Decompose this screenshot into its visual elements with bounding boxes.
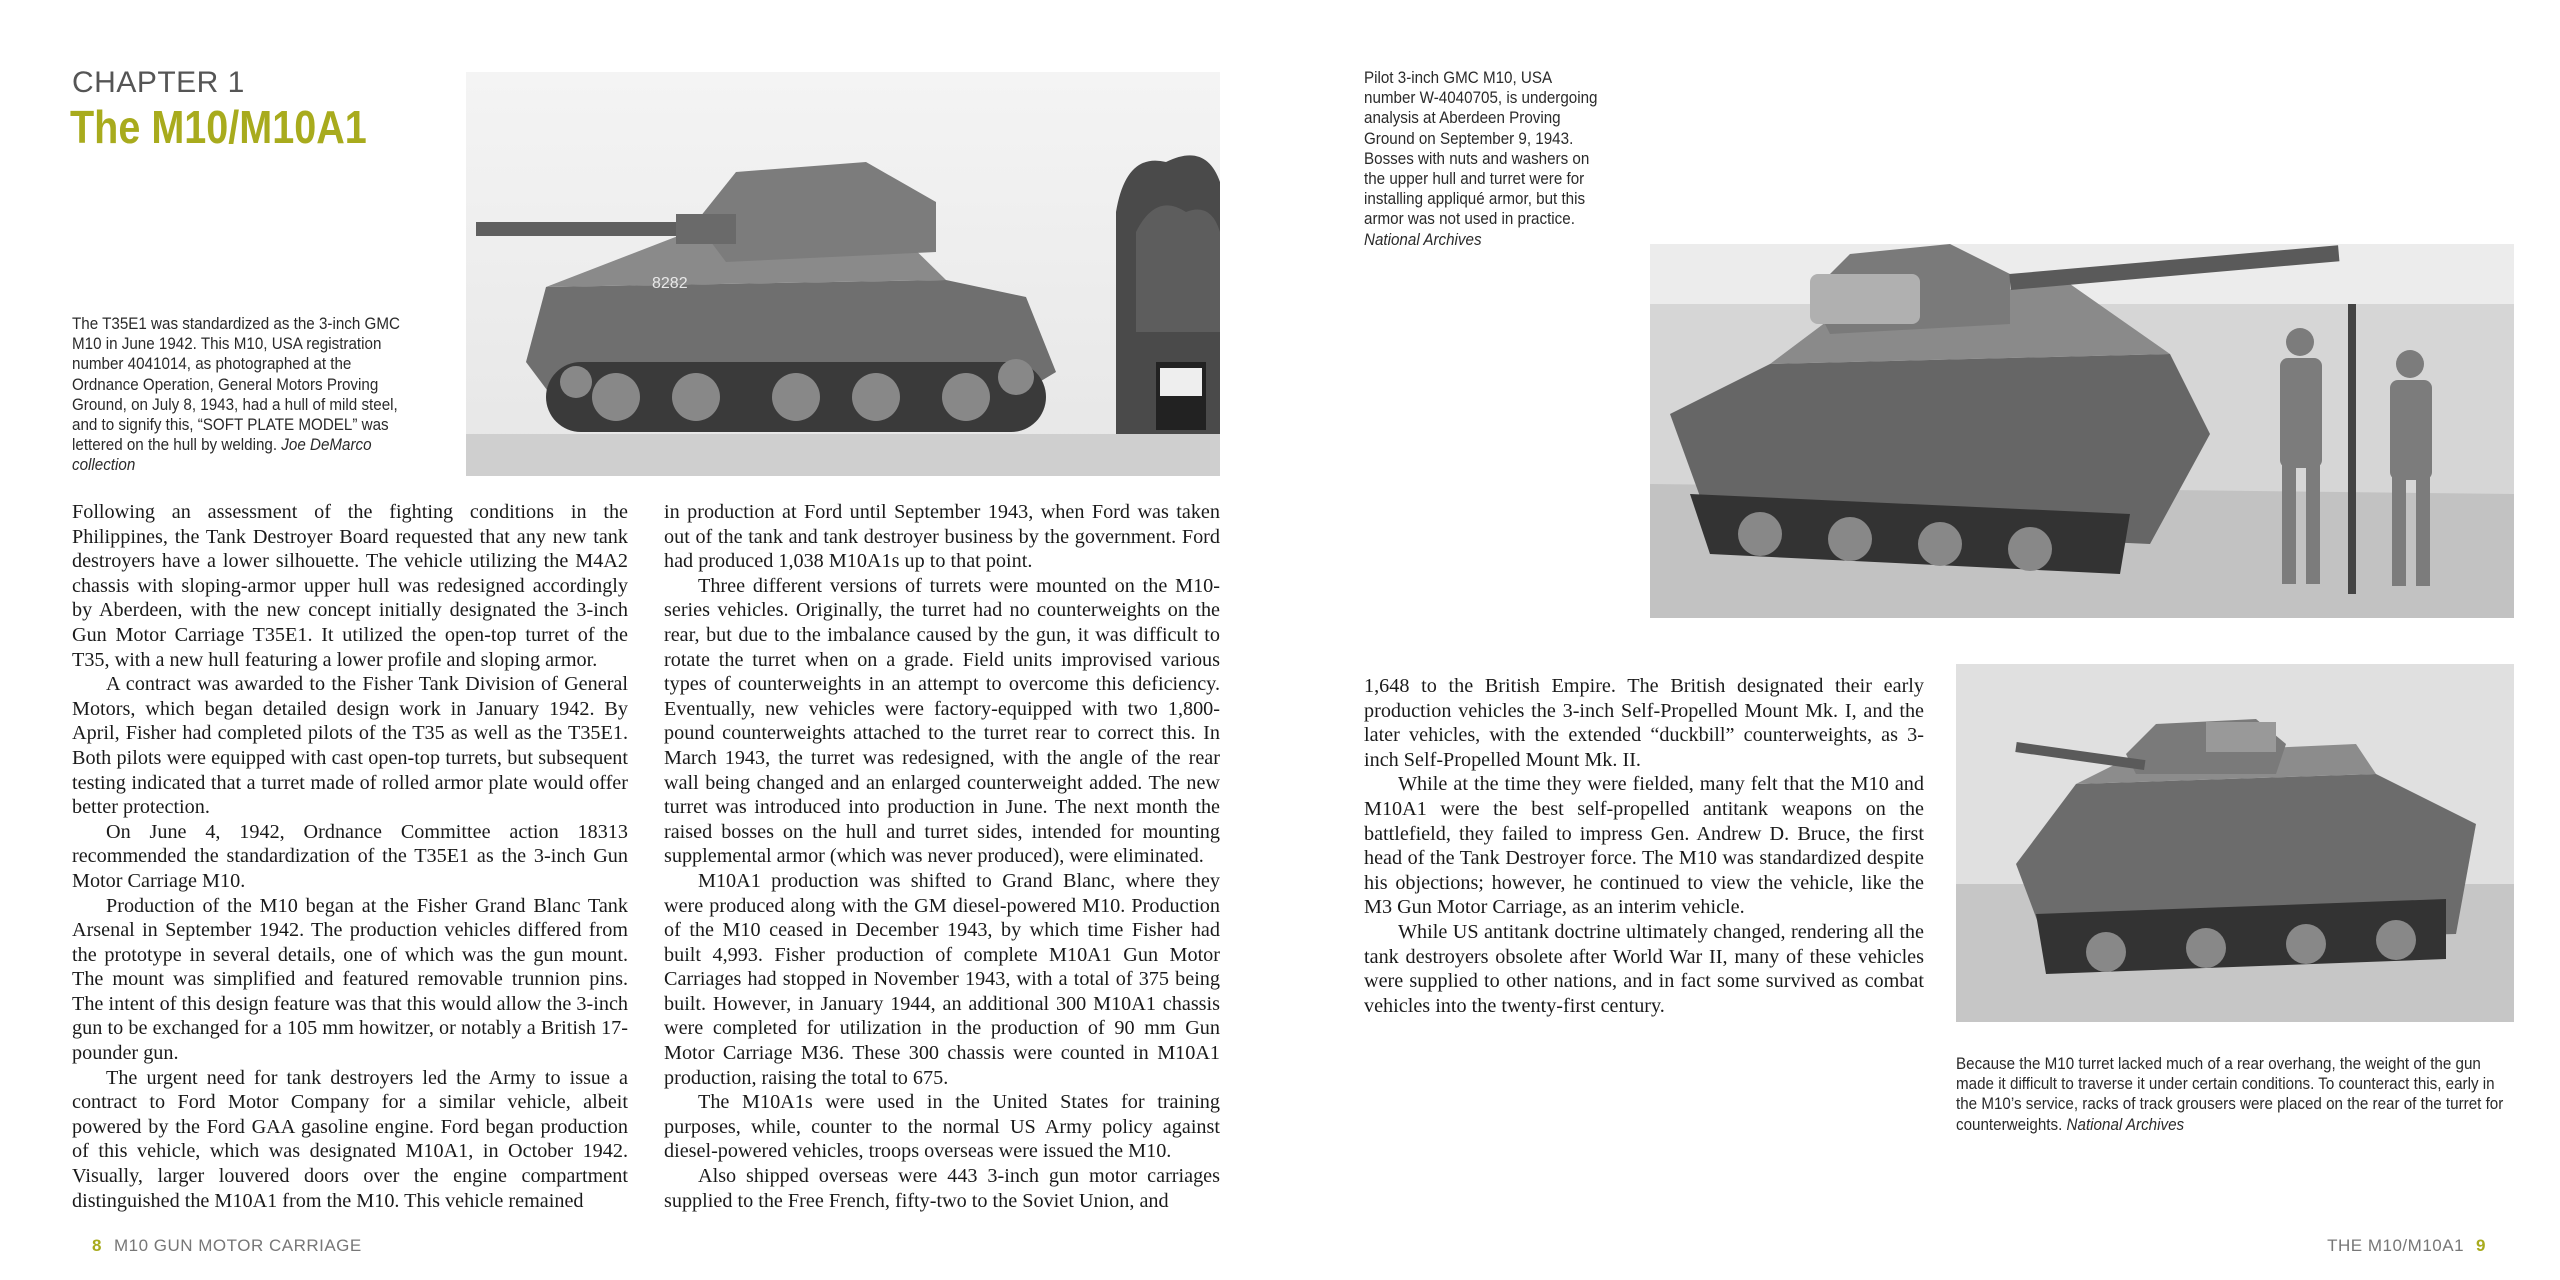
running-head: M10 GUN MOTOR CARRIAGE xyxy=(113,1236,362,1255)
paragraph: Also shipped overseas were 443 3-inch gun motor carriages supplied to the Free French, fifty-two to the Soviet Union, and xyxy=(664,1165,1220,1212)
paragraph: 1,648 to the British Empire. The British designated their early production vehicles the 3-inch Self-Propelled Mount Mk. I, and the later vehicles, with the extended “duckbill” counterweights, as 3-inch Self-Propelled Mount Mk. II. xyxy=(1364,675,1924,771)
chapter-label: CHAPTER 1 xyxy=(72,66,245,99)
paragraph: Following an assessment of the fighting conditions in the Philippines, the Tank Destroyer Board requested that any new tank destroyers have a lower silhouette. The vehicle utilizing the M4A2 chassis with sloping-armor upper hull was redesigned accordingly by Aberdeen, with the new concept initially designated the 3-inch Gun Motor Carriage T35E1. It utilized the open-top turret of the T35, with a new hull featuring a lower profile and sloping armor. xyxy=(72,501,628,671)
tank-three-quarter-illustration xyxy=(1650,244,2514,618)
photo-m10-rear-turret xyxy=(1956,664,2514,1022)
paragraph: While US antitank doctrine ultimately changed, rendering all the tank destroyers obsolete after World War II, many of these vehicles were supplied to other nations, and in fact some survived as combat vehicles into the twenty-first century. xyxy=(1364,920,1924,1017)
paragraph: The M10A1s were used in the United States for training purposes, while, counter to the normal US Army policy against diesel-powered vehicles, troops overseas were issued the M10. xyxy=(664,1091,1220,1163)
paragraph: While at the time they were fielded, many felt that the M10 and M10A1 were the best self-propelled antitank weapons on the battlefield, they failed to impress Gen. Andrew D. Bruce, the first head of the Tank Destroyer force. The M10 was standardized despite his objections; however, he continued to view the vehicle, like the M3 Gun Motor Carriage, as an interim vehicle. xyxy=(1364,773,1924,919)
paragraph: in production at Ford until September 1943, when Ford was taken out of the tank and tank destroyer business by the government. Ford had produced 1,038 M10A1s up to that point. xyxy=(664,501,1220,573)
photo-m10-side-view xyxy=(466,72,1220,476)
folio-right xyxy=(2327,1236,2498,1256)
caption-credit: National Archives xyxy=(2066,1115,2185,1134)
paragraph: On June 4, 1942, Ordnance Committee action 18313 recommended the standardization of the T35E1 as the 3-inch Gun Motor Carriage M10. xyxy=(72,820,628,892)
photo-caption-left xyxy=(72,314,403,476)
body-column-3 xyxy=(1364,674,1924,1018)
chapter-title: The M10/M10A1 xyxy=(70,101,367,153)
caption-text: The T35E1 was standardized as the 3-inch GMC M10 in June 1942. This M10, USA registration number 4041014, as photographed at the Ordnance Operation, General Motors Proving Ground, on July 8, 1943, had a hull of mild steel, and to signify this, “SOFT PLATE MODEL” was lettered on the hull by welding. xyxy=(72,315,400,455)
paragraph: A contract was awarded to the Fisher Tank Division of General Motors, which began detailed design work in January 1942. By April, Fisher had completed pilots of the T35 as well as the T35E1. Both pilots were equipped with cast open-top turrets, but subsequent testing indicated that a turret made of rolled armor plate would offer better protection. xyxy=(72,673,628,819)
paragraph: M10A1 production was shifted to Grand Blanc, where they were produced along with the GM diesel-powered M10. Production of the M10 ceased in December 1943, by which time Fisher had built 4,993. Fisher production of complete M10A1 Gun Motor Carriages had stopped in November 1943, with a total of 375 being built. However, in January 1944, an additional 300 M10A1 chassis were completed for utilization in the production of 90 mm Gun Motor Carriage M36. These 300 chassis were counted in M10A1 production, raising the total to 675. xyxy=(664,869,1220,1089)
page-number: 8 xyxy=(92,1236,102,1255)
photo-m10-pilot-aberdeen xyxy=(1650,244,2514,618)
paragraph: The urgent need for tank destroyers led the Army to issue a contract to Ford Motor Company for a similar vehicle, albeit powered by the Ford GAA gasoline engine. Ford began production of this vehicle, which was designated M10A1, in October 1942. Visually, larger louvered doors over the engine compartment distinguished the M10A1 from the M10. This vehicle remained xyxy=(72,1066,628,1212)
page-number: 9 xyxy=(2476,1236,2486,1255)
paragraph: Production of the M10 began at the Fisher Grand Blanc Tank Arsenal in September 1942. The production vehicles differed from the prototype in several details, one of which was the gun mount. The mount was simplified and featured removable trunnion pins. The intent of this design feature was that this would allow the 3-inch gun to be exchanged for a 105 mm howitzer, or notably a British 17-pounder gun. xyxy=(72,894,628,1065)
caption-text: Pilot 3-inch GMC M10, USA number W-4040705, is undergoing analysis at Aberdeen Proving Ground on September 9, 1943. Bosses with nuts and washers on the upper hull and turret were for installing appliqué armor, but this armor was not used in practice. xyxy=(1364,69,1598,229)
tank-rear-illustration xyxy=(1956,664,2514,1022)
body-column-2 xyxy=(664,500,1220,1213)
caption-text: Because the M10 turret lacked much of a rear overhang, the weight of the gun made it difficult to traverse it under certain conditions. To counteract this, early in the M10’s service, racks of track grousers were placed on the rear of the turret for counterweights. xyxy=(1956,1055,2504,1134)
hull-number: 8282 xyxy=(652,275,688,292)
body-column-1 xyxy=(72,500,628,1213)
photo-caption-top-right xyxy=(1364,68,1603,250)
caption-credit: Joe DeMarco collection xyxy=(72,436,372,475)
tank-side-illustration xyxy=(466,72,1220,476)
running-head: THE M10/M10A1 xyxy=(2327,1236,2465,1255)
folio-left xyxy=(80,1236,362,1256)
caption-credit: National Archives xyxy=(1364,230,1482,249)
paragraph: Three different versions of turrets were mounted on the M10-series vehicles. Originally, the turret had no counterweights on the rear, but due to the imbalance caused by the gun, it was difficult to rotate the turret when on a grade. Field units improvised various types of counterweights in an attempt to overcome this deficiency. Eventually, new vehicles were factory-equipped with two 1,800-pound counterweights attached to the turret rear to correct this. In March 1943, the turret was redesigned, with the angle of the rear wall being changed and an enlarged counterweight added. The new turret was introduced into production in June. The next month the raised bosses on the hull and turret sides, intended for mounting supplemental armor (which was never produced), were eliminated. xyxy=(664,574,1220,868)
photo-caption-bottom-right xyxy=(1956,1054,2508,1135)
